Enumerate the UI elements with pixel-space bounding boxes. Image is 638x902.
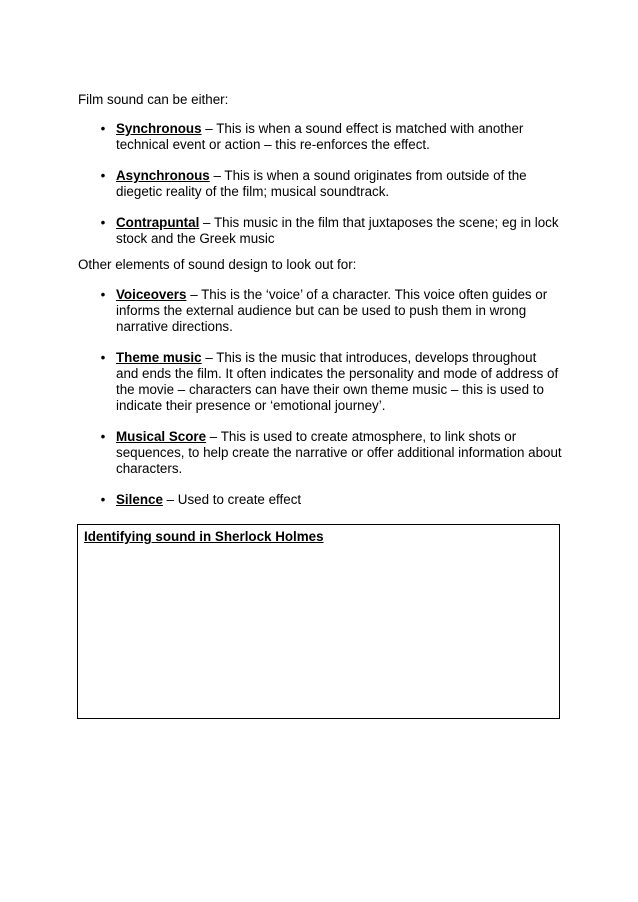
term-description: – This is when a sound originates from outside of the diegetic reality of the film; musical soundtrack. [116, 168, 527, 199]
term-description: – This is the ‘voice’ of a character. This voice often guides or informs the external audience but can be used to push them in wrong narrative directions. [116, 287, 548, 334]
bullet-icon: • [100, 429, 106, 444]
term-description: – This is when a sound effect is matched with another technical event or action – this re-enforces the effect. [116, 121, 524, 152]
term-description: – This music in the film that juxtaposes the scene; eg in lock stock and the Greek music [116, 215, 559, 246]
list-item [78, 287, 562, 335]
term-description: – Used to create effect [162, 492, 302, 507]
bullet-icon: • [100, 121, 106, 136]
bullet-icon: • [100, 350, 106, 365]
bullet-icon: • [100, 168, 106, 183]
list-item [78, 168, 562, 200]
term-label: Voiceovers [116, 287, 187, 302]
bullet-icon: • [100, 492, 106, 507]
sound-types-list [78, 121, 562, 262]
notes-box [77, 524, 560, 719]
list-item [78, 350, 562, 414]
term-label: Contrapuntal [116, 215, 200, 230]
list-item [78, 492, 562, 508]
term-label: Theme music [116, 350, 202, 365]
list-item [78, 215, 562, 247]
term-description: – This is the music that introduces, develops throughout and ends the film. It often indicates the personality and mode of address of the movie – characters can have their own theme music – this is used to indicate their presence or ‘emotional journey’. [116, 350, 559, 413]
term-description: – This is used to create atmosphere, to link shots or sequences, to help create the narrative or offer additional information about characters. [116, 429, 562, 476]
bullet-icon: • [100, 287, 106, 302]
term-label: Asynchronous [116, 168, 210, 183]
intro2-text: Other elements of sound design to look out for: [78, 257, 357, 272]
term-label: Silence [116, 492, 163, 507]
list-item [78, 429, 562, 477]
notes-box-title: Identifying sound in Sherlock Holmes [84, 529, 324, 544]
term-label: Musical Score [116, 429, 207, 444]
sound-design-list [78, 287, 562, 523]
list-item [78, 121, 562, 153]
bullet-icon: • [100, 215, 106, 230]
intro-text: Film sound can be either: [78, 92, 229, 107]
term-label: Synchronous [116, 121, 202, 136]
